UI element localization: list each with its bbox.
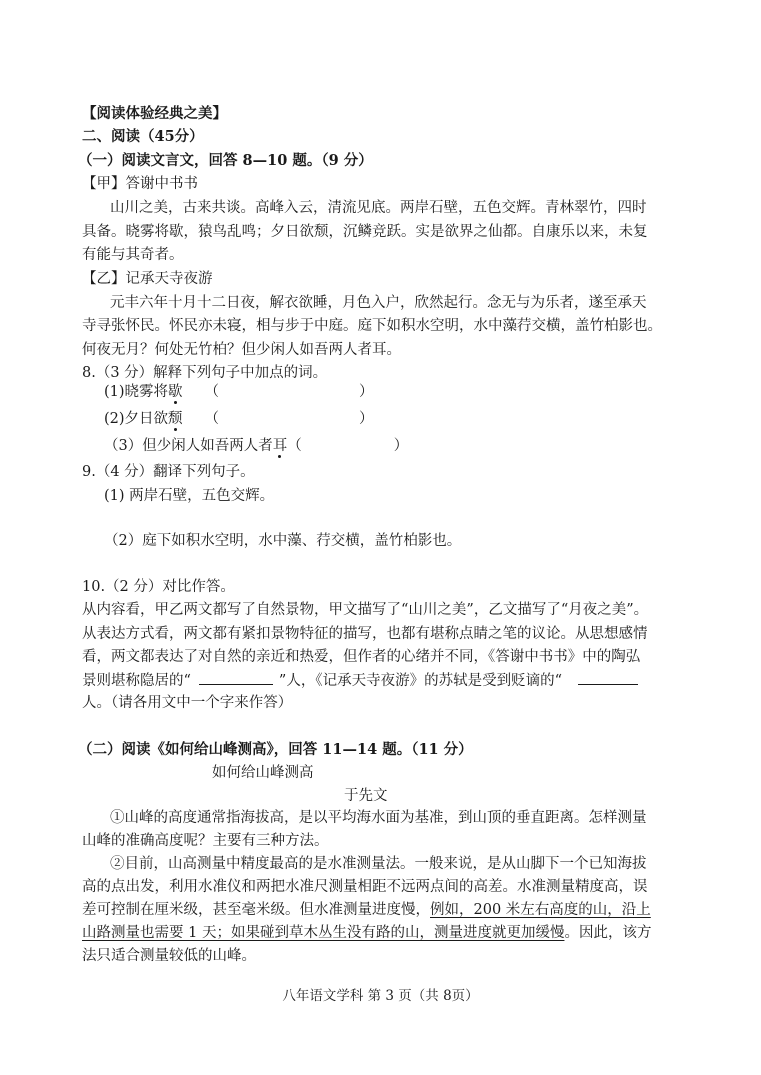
q8-item-2-close: ）	[359, 411, 374, 427]
para2-line-5: 法只适合测量较低的山峰。	[82, 948, 256, 964]
q8-stem: 8.（3 分）解释下列句子中加点的词。	[82, 365, 328, 381]
jia-line-3: 有能与其奇者。	[82, 247, 184, 263]
q10-line-5: 人。（请各用文中一个字来作答）	[82, 695, 293, 711]
para2-line-3	[82, 900, 651, 920]
part1-heading: （一）阅读文言文，回答 8—10 题。（9 分）	[78, 152, 373, 169]
part2-heading: （二）阅读《如何给山峰测高》，回答 11—14 题。（11 分）	[78, 741, 473, 758]
q10-line-3: 看，两文都表达了对自然的亲近和热爱，但作者的心绪并不同，《答谢中书书》中的陶弘	[82, 649, 641, 665]
q10-line-4-b: ”人，《记承天寺夜游》的苏轼是受到贬谪的“	[278, 673, 562, 689]
q10-blank-1[interactable]	[199, 670, 273, 685]
q8-item-1-open: （	[204, 384, 220, 400]
para2-underlined-2: 山路测量也需要 1 天；如果碰到草木丛生没有路的山，测量进度就更加缓慢	[82, 925, 565, 941]
q8-item-3-pre: （3）但少闲人如吾两人者	[104, 438, 273, 454]
q8-item-3	[104, 436, 408, 456]
q9-stem: 9.（4 分）翻译下列句子。	[82, 464, 255, 480]
q8-item-3-open: （	[287, 438, 302, 454]
para1-line-2: 山峰的准确高度呢？主要有三种方法。	[82, 833, 329, 849]
yi-line-2: 寺寻张怀民。怀民亦未寝，相与步于中庭。庭下如积水空明，水中藻荇交横，盖竹柏影也。	[82, 318, 662, 334]
jia-title: 【甲】答谢中书书	[82, 176, 198, 192]
yi-line-1: 元丰六年十月十二日夜，解衣欲睡，月色入户，欣然起行。念无与为乐者，遂至承天	[110, 295, 647, 311]
q9-item-2: （2）庭下如积水空明，水中藻、荇交横，盖竹柏影也。	[104, 533, 462, 549]
q8-item-3-close: ）	[393, 438, 409, 454]
q8-item-1-close: ）	[359, 384, 374, 400]
section-header: 【阅读体验经典之美】	[82, 105, 227, 122]
q8-item-1-dotted: 歇	[168, 384, 183, 400]
para2-line-4	[82, 923, 651, 943]
q10-line-4-a: 景则堪称隐居的“	[82, 673, 191, 689]
q10-line-1: 从内容看，甲乙两文都写了自然景物，甲文描写了“山川之美”，乙文描写了“月夜之美”。	[82, 602, 649, 618]
q8-item-2-pre: (2)夕日欲	[104, 411, 169, 427]
q10-line-4	[82, 670, 638, 691]
q8-item-2-open: （	[204, 411, 220, 427]
para2-line-3-a: 差可控制在厘米级，甚至毫米级。但水准测量进度慢，	[82, 902, 430, 918]
part-title: 二、阅读（45分）	[82, 128, 204, 145]
q9-item-1: (1) 两岸石壁，五色交辉。	[104, 488, 275, 504]
para2-line-1: ②目前，山高测量中精度最高的是水准测量法。一般来说，是从山脚下一个已知海拔	[110, 856, 647, 872]
q8-item-1-pre: (1)晓雾将	[104, 384, 169, 400]
q8-item-1	[104, 382, 374, 402]
para1-line-1: ①山峰的高度通常指海拔高，是以平均海水面为基准，到山顶的垂直距离。怎样测量	[110, 810, 647, 826]
page-footer: 八年语文学科 第 3 页（共 8页）	[282, 988, 479, 1004]
q10-blank-2[interactable]	[578, 670, 638, 685]
yi-line-3: 何夜无月？何处无竹柏？但少闲人如吾两人者耳。	[82, 342, 401, 358]
article-author: 于先文	[344, 788, 388, 804]
para2-line-2: 高的点出发，利用水准仪和两把水准尺测量相距不远两点间的高差。水准测量精度高，误	[82, 879, 648, 895]
para2-underlined-1: 例如，200 米左右高度的山，沿上	[430, 902, 651, 918]
q8-item-2-dotted: 颓	[168, 411, 183, 427]
q8-item-2	[104, 409, 374, 429]
q10-stem: 10.（2 分）对比作答。	[82, 579, 235, 595]
q8-item-3-dotted: 耳	[272, 438, 288, 454]
jia-line-1: 山川之美，古来共谈。高峰入云，清流见底。两岸石壁，五色交辉。青林翠竹，四时	[110, 200, 647, 216]
q10-line-2: 从表达方式看，两文都有紧扣景物特征的描写，也都有堪称点睛之笔的议论。从思想感情	[82, 626, 648, 642]
yi-title: 【乙】记承天寺夜游	[82, 271, 213, 287]
jia-line-2: 具备。晓雾将歇，猿鸟乱鸣；夕日欲颓，沉鳞竞跃。实是欲界之仙都。自康乐以来，未复	[82, 224, 648, 240]
para2-line-4-b: 。因此，该方	[564, 925, 652, 941]
article-title: 如何给山峰测高	[212, 765, 314, 781]
